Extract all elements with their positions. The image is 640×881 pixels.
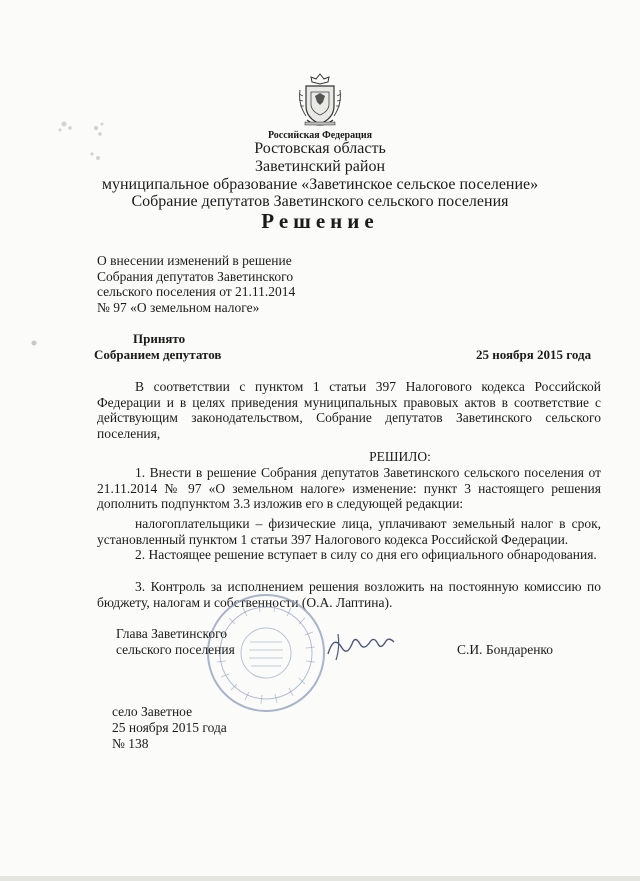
- subject-line: № 97 «О земельном налоге»: [97, 299, 260, 315]
- header-country: Российская Федерация: [267, 130, 373, 141]
- footer-date: 25 ноября 2015 года: [112, 720, 227, 735]
- subject-line: Собрания депутатов Заветинского: [97, 268, 294, 284]
- handwritten-signature: [320, 626, 400, 666]
- item-2-paragraph: 2. Настоящее решение вступает в силу со дня его официального обнародования.: [135, 547, 597, 562]
- subject-block: [97, 253, 357, 315]
- subject-line: О внесении изменений в решение: [97, 253, 292, 268]
- decided-heading: РЕШИЛО:: [369, 449, 431, 464]
- header-municipality: муниципальное образование «Заветинское сельское поселение»: [101, 176, 539, 193]
- item-3-paragraph: 3. Контроль за исполнением решения возложить на постоянную комиссию по бюджету, налогам и собственности (О.А. Лаптина).: [97, 579, 601, 610]
- signatory-name: С.И. Бондаренко: [457, 642, 554, 657]
- footer-number: № 138: [112, 736, 149, 751]
- header-district: Заветинский район: [254, 158, 386, 175]
- signatory-role: Глава Заветинского: [116, 626, 228, 641]
- accepted-date: 25 ноября 2015 года: [476, 347, 592, 362]
- header-region: Ростовская область: [254, 140, 386, 157]
- accepted-by: Собранием депутатов: [94, 347, 222, 362]
- scan-artifact: [52, 110, 122, 170]
- document-title: Решение: [261, 209, 379, 233]
- footer-place: село Заветное: [112, 704, 193, 719]
- scan-artifact: [28, 336, 40, 350]
- preamble-paragraph: В соответствии с пунктом 1 статьи 397 Налогового кодекса Российской Федерации и в целях приведения муниципальных правовых актов в соответствие с действующим законодательством, Собрание депутатов Заветинского сельского поселения,: [97, 379, 601, 442]
- coat-of-arms-emblem: [297, 72, 343, 130]
- scan-edge: [0, 876, 640, 881]
- signatory-role: сельского поселения: [116, 642, 235, 657]
- header-body: Собрание депутатов Заветинского сельского поселения: [131, 193, 509, 210]
- item-1-quote: налогоплательщики – физические лица, уплачивают земельный налог в срок, установленный пунктом 1 статьи 397 Налогового кодекса Российской Федерации.: [97, 516, 601, 547]
- subject-line: сельского поселения от 21.11.2014: [97, 284, 296, 299]
- accepted-label: Принято: [133, 331, 186, 346]
- item-1-paragraph: 1. Внести в решение Собрания депутатов Заветинского сельского поселения от 21.11.2014 № 97 «О земельном налоге» изменение: пункт 3 настоящего решения дополнить подпунктом 3.3 изложив его в следующей редакции:: [97, 465, 601, 512]
